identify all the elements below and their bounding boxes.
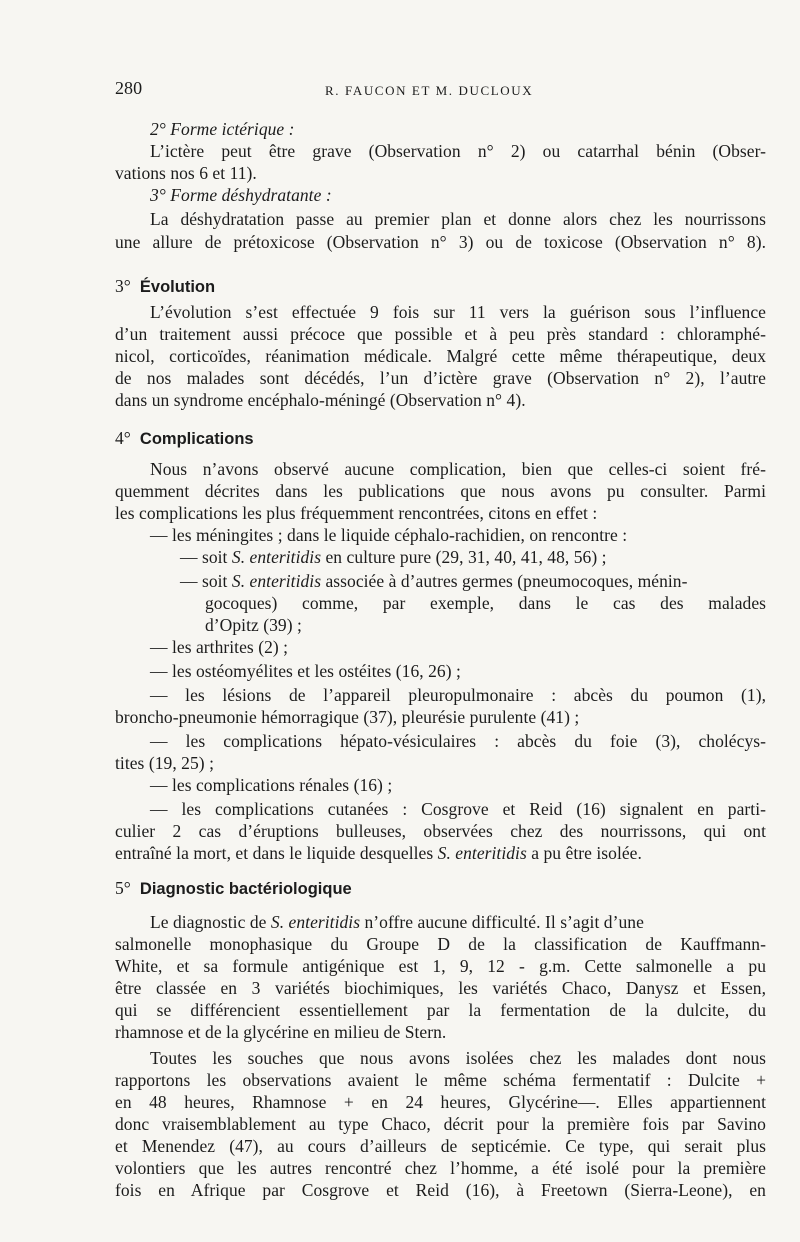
body-line: Nous n’avons observé aucune complication, bien que celles-ci soient fré- [150,459,766,479]
list-item-hepato: — les complications hépato-vésiculaires : abcès du foie (3), cholécys- [150,731,766,751]
body-line: volontiers que les autres rencontré chez l’homme, a été isolé pour la première [115,1158,766,1178]
body-line: quemment décrites dans les publications que nous avons pu consulter. Parmi [115,481,766,501]
body-line: d’un traitement aussi précoce que possible et à peu près standard : chloramphé- [115,324,766,344]
body-line: dans un syndrome encéphalo-méningé (Observation n° 4). [115,390,526,410]
body-line: vations nos 6 et 11). [115,163,257,183]
form-deshydratante-title: 3° Forme déshydratante : [150,185,332,205]
list-item-meningites: — les méningites ; dans le liquide céphalo-rachidien, on rencontre : [150,525,628,545]
form-icterique-title: 2° Forme ictérique : [150,119,295,139]
list-item-renales: — les complications rénales (16) ; [150,775,393,795]
body-line: les complications les plus fréquemment rencontrées, citons en effet : [115,503,598,523]
body-line: une allure de prétoxicose (Observation n° 3) ou de toxicose (Observation n° 8). [115,232,766,252]
list-item-osteomyelites: — les ostéomyélites et les ostéites (16, 26) ; [150,661,461,681]
body-line: être classée en 3 variétés biochimiques, les variétés Chaco, Danysz et Essen, [115,978,766,998]
body-line: L’ictère peut être grave (Observation n° 2) ou catarrhal bénin (Obser- [150,141,766,161]
body-line: rhamnose et de la glycérine en milieu de Stern. [115,1022,447,1042]
body-line: gocoques) comme, par exemple, dans le cas des malades [205,593,766,613]
body-line: La déshydratation passe au premier plan et donne alors chez les nourrissons [150,209,766,229]
body-line: tites (19, 25) ; [115,753,214,773]
body-line: nicol, corticoïdes, réanimation médicale. Malgré cette même thérapeutique, deux [115,346,766,366]
body-line: culier 2 cas d’éruptions bulleuses, observées chez des nourrissons, qui ont [115,821,766,841]
list-subitem-soit-culture: — soit S. enteritidis en culture pure (29, 31, 40, 41, 48, 56) ; [180,547,607,567]
body-line: et Menendez (47), au cours d’ailleurs de septicémie. Ce type, qui serait plus [115,1136,766,1156]
body-line: broncho-pneumonie hémorragique (37), pleurésie purulente (41) ; [115,707,580,727]
body-line: rapportons les observations avaient le même schéma fermentatif : Dulcite + [115,1070,766,1090]
section-heading-complications: 4° Complications [115,428,254,448]
body-line: fois en Afrique par Cosgrove et Reid (16), à Freetown (Sierra-Leone), en [115,1180,766,1200]
section-heading-evolution: 3° Évolution [115,276,216,296]
body-line: donc vraisemblablement au type Chaco, décrit pour la première fois par Savino [115,1114,766,1134]
body-line: entraîné la mort, et dans le liquide desquelles S. enteritidis a pu être isolée. [115,843,642,863]
list-item-cutanees: — les complications cutanées : Cosgrove et Reid (16) signalent en parti- [150,799,766,819]
body-line: en 48 heures, Rhamnose + en 24 heures, Glycérine—. Elles appartiennent [115,1092,766,1112]
body-line: salmonelle monophasique du Groupe D de la classification de Kauffmann- [115,934,766,954]
body-line: qui se différencient essentiellement par la fermentation de la dulcite, du [115,1000,766,1020]
list-subitem-soit-associee: — soit S. enteritidis associée à d’autres germes (pneumocoques, ménin- [180,571,688,591]
list-item-arthrites: — les arthrites (2) ; [150,637,289,657]
body-line: L’évolution s’est effectuée 9 fois sur 11 vers la guérison sous l’influence [150,302,766,322]
body-line: Toutes les souches que nous avons isolées chez les malades dont nous [150,1048,766,1068]
body-line: Le diagnostic de S. enteritidis n’offre aucune difficulté. Il s’agit d’une [150,912,644,932]
section-heading-diagnostic: 5° Diagnostic bactériologique [115,878,352,898]
page-number: 280 [115,78,143,98]
body-line: d’Opitz (39) ; [205,615,302,635]
body-line: White, et sa formule antigénique est 1, 9, 12 - g.m. Cette salmonelle a pu [115,956,766,976]
body-line: de nos malades sont décédés, l’un d’ictère grave (Observation n° 2), l’autre [115,368,766,388]
list-item-pleuropulmonaire: — les lésions de l’appareil pleuropulmonaire : abcès du poumon (1), [150,685,766,705]
running-head: R. FAUCON ET M. DUCLOUX [325,83,534,98]
